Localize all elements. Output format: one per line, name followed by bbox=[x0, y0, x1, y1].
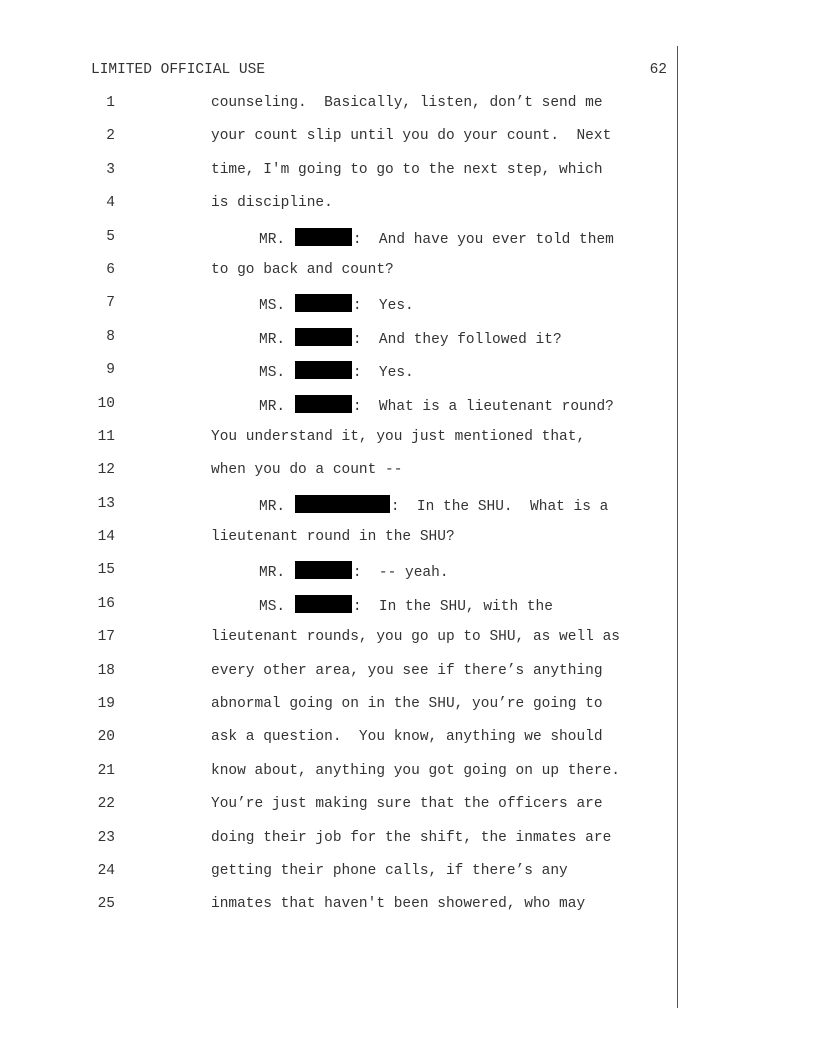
transcript-line bbox=[0, 221, 816, 254]
transcript-line bbox=[0, 254, 816, 287]
line-number: 23 bbox=[97, 829, 115, 846]
transcript-line bbox=[0, 287, 816, 320]
line-text: when you do a count -- bbox=[211, 462, 403, 479]
transcript-line bbox=[0, 822, 816, 855]
transcript-line bbox=[0, 388, 816, 421]
line-number: 14 bbox=[97, 529, 115, 546]
line-text: to go back and count? bbox=[211, 261, 394, 278]
line-number: 11 bbox=[97, 428, 115, 445]
line-text: getting their phone calls, if there’s any bbox=[211, 862, 568, 879]
line-number: 8 bbox=[106, 328, 115, 345]
line-number: 1 bbox=[106, 95, 115, 111]
speaker-title: MR. bbox=[259, 331, 286, 348]
transcript-line bbox=[0, 354, 816, 387]
speaker-title: MS. bbox=[259, 598, 286, 615]
speaker-line bbox=[259, 361, 414, 382]
speaker-title: MR. bbox=[259, 231, 286, 248]
transcript-line bbox=[0, 888, 816, 921]
line-number: 21 bbox=[97, 762, 115, 779]
line-number: 20 bbox=[97, 729, 115, 746]
line-text: : -- yeah. bbox=[352, 565, 449, 582]
line-number: 10 bbox=[97, 395, 115, 412]
line-text: doing their job for the shift, the inmates are bbox=[211, 829, 612, 846]
redaction-box bbox=[295, 595, 352, 613]
page-number: 62 bbox=[649, 62, 667, 78]
line-text: : And have you ever told them bbox=[352, 231, 614, 248]
speaker-title: MR. bbox=[259, 498, 286, 515]
transcript-line bbox=[0, 655, 816, 688]
line-text: : What is a lieutenant round? bbox=[352, 398, 614, 415]
redaction-box bbox=[295, 495, 390, 513]
line-number: 3 bbox=[106, 161, 115, 178]
speaker-title: MR. bbox=[259, 398, 286, 415]
line-text: your count slip until you do your count. Next bbox=[211, 128, 612, 145]
transcript-line bbox=[0, 521, 816, 554]
transcript-line bbox=[0, 154, 816, 187]
line-number: 15 bbox=[97, 562, 115, 579]
transcript-line bbox=[0, 454, 816, 487]
line-number: 18 bbox=[97, 662, 115, 679]
line-text: time, I'm going to go to the next step, which bbox=[211, 161, 603, 178]
line-number: 19 bbox=[97, 696, 115, 713]
transcript-line bbox=[0, 755, 816, 788]
transcript-line bbox=[0, 187, 816, 220]
line-text: : In the SHU, with the bbox=[352, 598, 553, 615]
line-text: : Yes. bbox=[352, 298, 414, 315]
speaker-line bbox=[259, 228, 614, 249]
line-number: 22 bbox=[97, 796, 115, 813]
transcript-line bbox=[0, 321, 816, 354]
redaction-box bbox=[295, 361, 352, 379]
speaker-line bbox=[259, 495, 608, 516]
line-text: : And they followed it? bbox=[352, 331, 562, 348]
line-text: every other area, you see if there’s anything bbox=[211, 662, 603, 679]
line-text: You understand it, you just mentioned that, bbox=[211, 428, 586, 445]
line-text: : Yes. bbox=[352, 365, 414, 382]
transcript-line bbox=[0, 87, 816, 120]
classification-header: LIMITED OFFICIAL USE bbox=[91, 62, 266, 78]
speaker-title: MS. bbox=[259, 298, 286, 315]
line-text: inmates that haven't been showered, who may bbox=[211, 896, 586, 913]
transcript-line bbox=[0, 621, 816, 654]
line-number: 6 bbox=[106, 261, 115, 278]
line-text: is discipline. bbox=[211, 195, 333, 212]
speaker-line bbox=[259, 395, 614, 416]
transcript-line bbox=[0, 788, 816, 821]
transcript-line bbox=[0, 588, 816, 621]
redaction-box bbox=[295, 328, 352, 346]
speaker-title: MR. bbox=[259, 565, 286, 582]
line-text: : In the SHU. What is a bbox=[390, 498, 609, 515]
transcript-line bbox=[0, 855, 816, 888]
line-text: counseling. Basically, listen, don’t send me bbox=[211, 95, 603, 111]
line-text: lieutenant rounds, you go up to SHU, as well as bbox=[211, 629, 620, 646]
line-number: 25 bbox=[97, 896, 115, 913]
speaker-line bbox=[259, 328, 562, 349]
line-text: lieutenant round in the SHU? bbox=[211, 529, 455, 546]
line-number: 2 bbox=[106, 128, 115, 145]
speaker-line bbox=[259, 561, 449, 582]
line-text: ask a question. You know, anything we should bbox=[211, 729, 603, 746]
transcript-line bbox=[0, 488, 816, 521]
redaction-box bbox=[295, 561, 352, 579]
redaction-box bbox=[295, 228, 352, 246]
line-number: 4 bbox=[106, 195, 115, 212]
transcript-line bbox=[0, 688, 816, 721]
speaker-line bbox=[259, 294, 414, 315]
line-number: 17 bbox=[97, 629, 115, 646]
line-number: 16 bbox=[97, 595, 115, 612]
transcript-line bbox=[0, 120, 816, 153]
line-text: abnormal going on in the SHU, you’re going to bbox=[211, 696, 603, 713]
line-number: 13 bbox=[97, 495, 115, 512]
transcript-line bbox=[0, 554, 816, 587]
redaction-box bbox=[295, 294, 352, 312]
redaction-box bbox=[295, 395, 352, 413]
line-text: know about, anything you got going on up there. bbox=[211, 762, 620, 779]
line-number: 12 bbox=[97, 462, 115, 479]
transcript-line bbox=[0, 721, 816, 754]
line-number: 24 bbox=[97, 862, 115, 879]
transcript-lines bbox=[0, 87, 816, 922]
line-number: 7 bbox=[106, 295, 115, 312]
line-text: You’re just making sure that the officers are bbox=[211, 796, 603, 813]
speaker-line bbox=[259, 595, 553, 616]
line-number: 9 bbox=[106, 362, 115, 379]
line-number: 5 bbox=[106, 228, 115, 245]
transcript-line bbox=[0, 421, 816, 454]
speaker-title: MS. bbox=[259, 365, 286, 382]
